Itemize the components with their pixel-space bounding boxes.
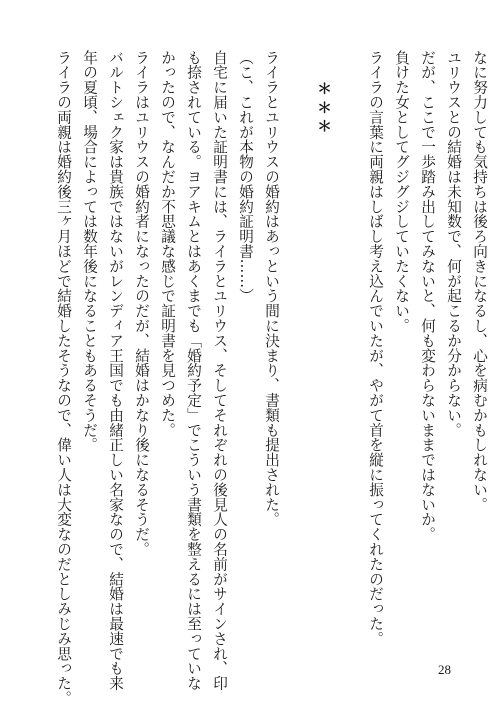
text-line: だが、ここで一歩踏み出してみないと、何も変わらないままではないか。	[419, 50, 436, 542]
text-line: なに努力しても気持ちは後ろ向きになるし、心を病むかもしれない。	[471, 50, 488, 512]
text-line: ユリウスとの結婚は未知数で、何が起こるか分からない。	[445, 50, 462, 438]
text-line: かったので、なんだか不思議な感じで証明書を見つめた。	[159, 50, 176, 438]
blank-line	[284, 50, 310, 635]
section-break: ＊＊＊	[315, 81, 332, 137]
text-line: バルトシェク家は貴族ではないがレンディア王国でも由緒正しい名家なので、結婚は最速でも来	[107, 50, 124, 691]
text-line: 自宅に届いた証明書には、ライラとユリウス、そしてそれぞれの後見人の名前がサインされ、印	[211, 50, 228, 691]
text-line: ライラの両親は婚約後三ヶ月ほどで結婚したそうなので、偉い人は大変なのだとしみじみ思った。	[55, 50, 72, 706]
text-line: ライラはユリウスの婚約者になったのだが、結婚はかなり後になるそうだ。	[133, 50, 150, 557]
text-line: 負けた女としてグジグジしていたくない。	[393, 50, 410, 334]
text-line: （こ、これが本物の婚約証明書……）	[237, 50, 254, 304]
text-line: 年の夏頃、場合によっては数年後になることもあるそうだ。	[81, 50, 98, 453]
page-number: 28	[438, 662, 451, 677]
text-line: も捺されている。ヨアキムとはあくまでも「婚約予定」でこういう書類を整えるには至っていな	[185, 50, 202, 691]
blank-line	[336, 50, 362, 635]
text-line: ライラの言葉に両親はしばし考え込んでいたが、やがて首を縦に振ってくれたのだった。	[367, 50, 384, 646]
text-line: ライラとユリウスの婚約はあっという間に決まり、書類も提出された。	[263, 50, 280, 527]
